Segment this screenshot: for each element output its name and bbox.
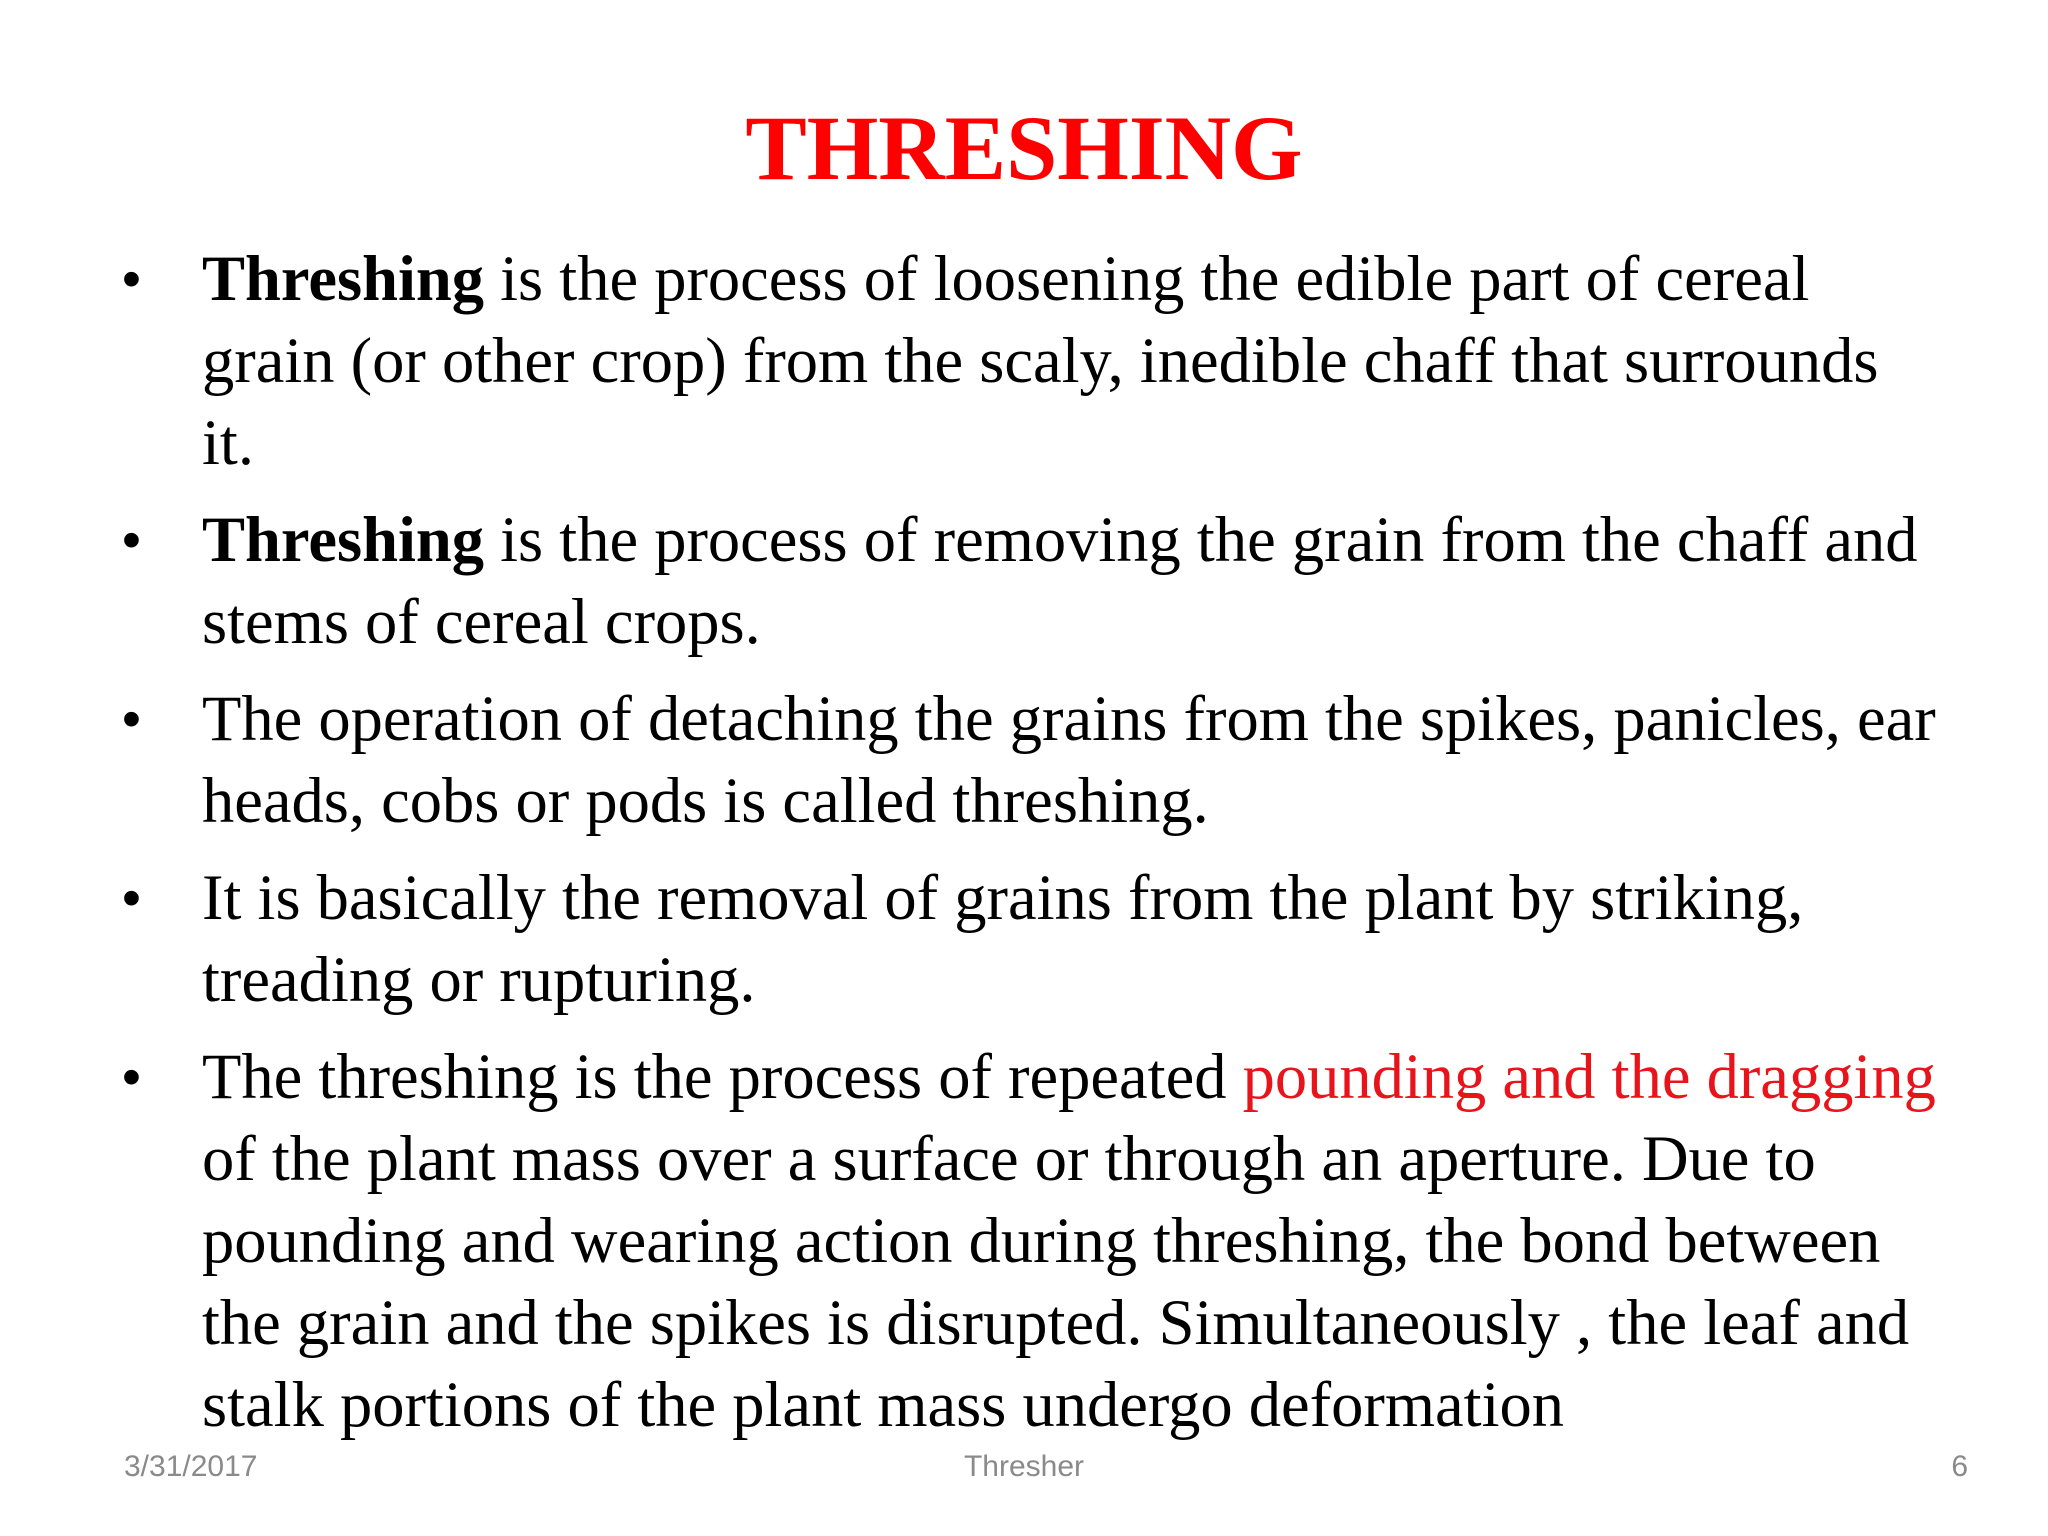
bullet-highlight: pounding and the dragging: [1242, 1041, 1936, 1112]
bullet-item: [116, 499, 1936, 663]
bullet-text: is the process of loosening the edible part of cereal grain (or other crop) from the scaly, inedible chaff that surrounds it.: [202, 243, 1879, 478]
bullet-marker: •: [122, 249, 141, 309]
footer-title: Thresher: [963, 1450, 1085, 1483]
footer-date: 3/31/2017: [124, 1450, 258, 1483]
bullet-text: is the process of removing the grain from the chaff and stems of cereal crops.: [202, 504, 1918, 657]
footer-page-number: 6: [1951, 1450, 1968, 1483]
bullet-marker: •: [122, 689, 141, 749]
bullet-item: [116, 1036, 1936, 1446]
bullet-term: Threshing: [202, 504, 484, 575]
slide-title: THRESHING: [745, 97, 1303, 199]
bullet-item: [116, 678, 1936, 842]
bullet-text: The operation of detaching the grains from the spikes, panicles, ear heads, cobs or pods is called threshing.: [202, 683, 1936, 836]
bullet-marker: •: [122, 510, 141, 570]
bullet-text: It is basically the removal of grains from the plant by striking, treading or rupturing.: [202, 862, 1804, 1015]
bullet-item: [116, 238, 1936, 484]
bullet-marker: •: [122, 1047, 141, 1107]
bullet-text: The threshing is the process of repeated: [202, 1041, 1243, 1112]
bullet-marker: •: [122, 868, 141, 928]
bullet-term: Threshing: [202, 243, 484, 314]
bullet-text: of the plant mass over a surface or through an aperture. Due to pounding and wearing action during threshing, the bond between the grain and the spikes is disrupted. Simultaneously , the leaf and stalk portions of the plant mass undergo deformation: [202, 1123, 1910, 1440]
bullet-item: [116, 857, 1936, 1021]
bullet-list: [116, 238, 1936, 1461]
